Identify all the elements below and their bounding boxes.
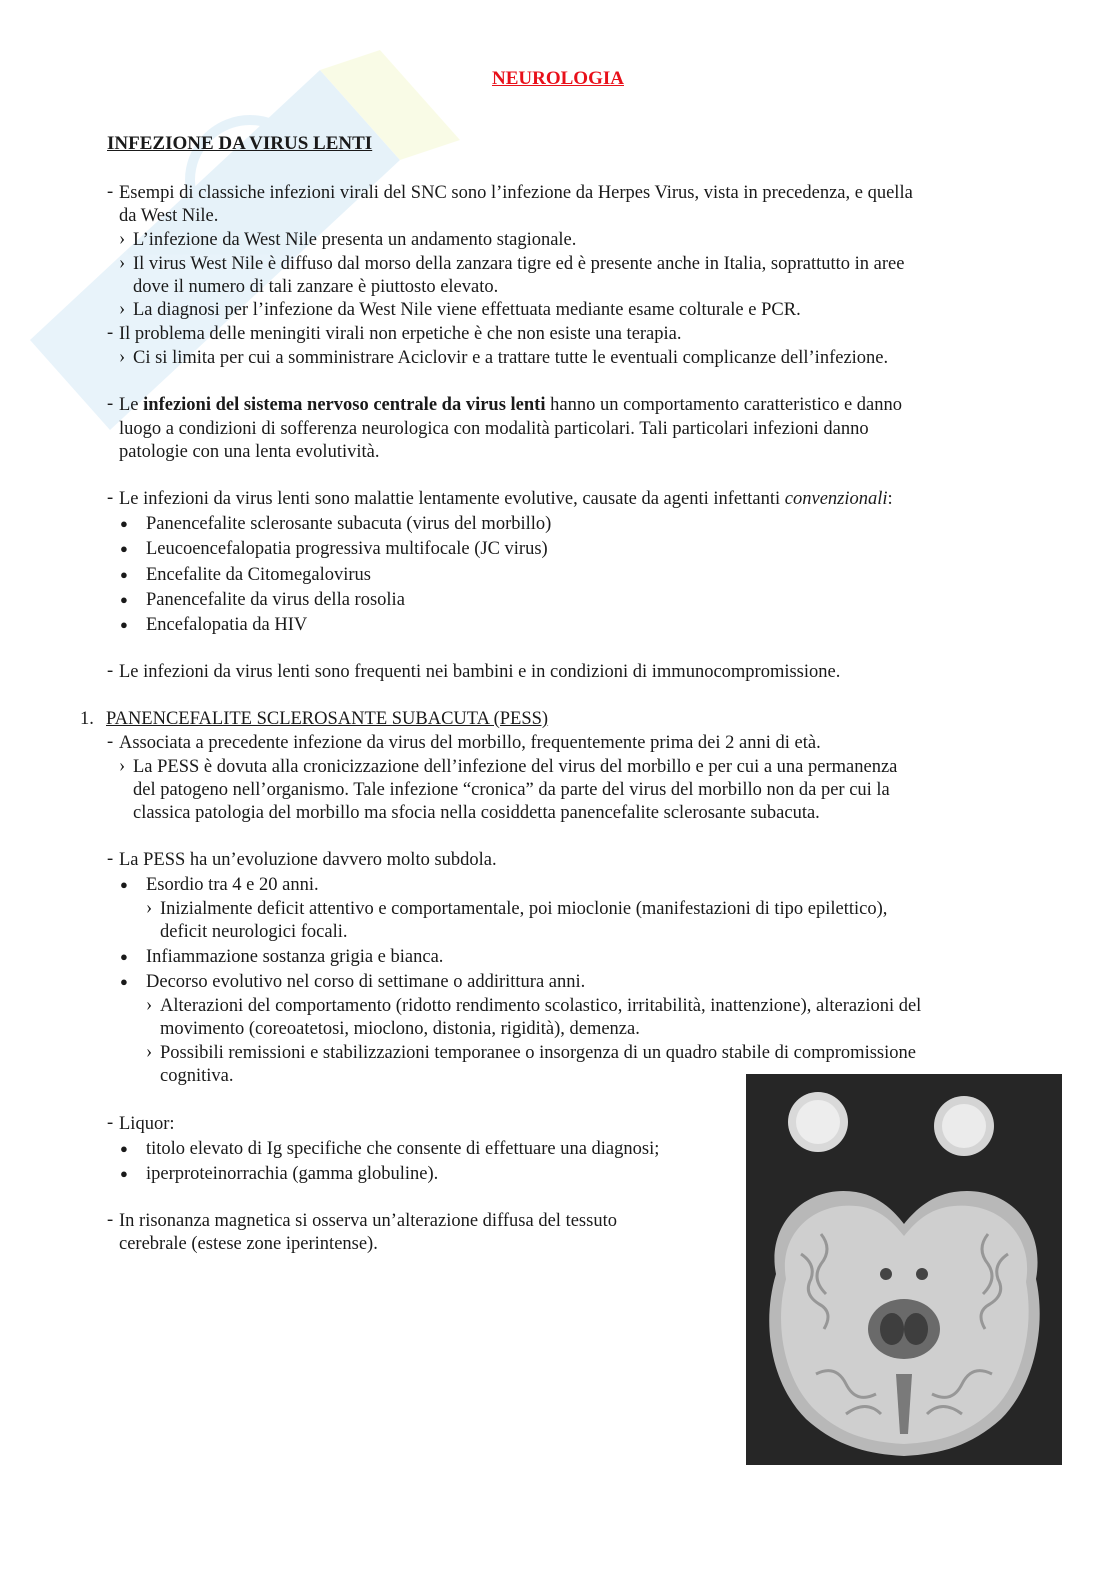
- list-item: Panencefalite da virus della rosolia: [146, 590, 405, 610]
- mri-brain-image: [746, 1074, 1062, 1465]
- arrow-marker: ›: [119, 253, 126, 273]
- pess-line: cognitiva.: [160, 1066, 234, 1086]
- pess-line: Infiammazione sostanza grigia e bianca.: [146, 947, 444, 967]
- pess-line: La PESS è dovuta alla cronicizzazione dell’infezione del virus del morbillo e per cui a una permanenza: [133, 757, 898, 777]
- intro-line: Esempi di classiche infezioni virali del SNC sono l’infezione da Herpes Virus, vista in precedenza, e quella: [119, 183, 913, 203]
- arrow-marker: ›: [119, 347, 126, 367]
- bullet-marker: ●: [120, 1141, 128, 1156]
- pess-line: cerebrale (estese zone iperintense).: [119, 1234, 378, 1254]
- pess-heading: PANENCEFALITE SCLEROSANTE SUBACUTA (PESS): [106, 709, 549, 729]
- pess-line: Associata a precedente infezione da virus del morbillo, frequentemente prima dei 2 anni di età.: [119, 733, 821, 753]
- pess-line: Decorso evolutivo nel corso di settimane o addirittura anni.: [146, 972, 586, 992]
- bullet-marker: ●: [120, 541, 128, 556]
- bullet-marker: ●: [120, 877, 128, 892]
- italic-term: convenzionali: [784, 489, 888, 509]
- bullet-marker: ●: [120, 617, 128, 632]
- dash-marker: -: [107, 732, 114, 752]
- bold-term: infezioni del sistema nervoso centrale da virus lenti: [143, 395, 546, 415]
- dash-marker: -: [107, 394, 114, 414]
- pess-line: iperproteinorrachia (gamma globuline).: [146, 1164, 439, 1184]
- arrow-marker: ›: [119, 229, 126, 249]
- pess-line: La PESS ha un’evoluzione davvero molto subdola.: [119, 850, 497, 870]
- pess-line: Liquor:: [119, 1114, 175, 1134]
- bullet-marker: ●: [120, 567, 128, 582]
- arrow-marker: ›: [119, 756, 126, 776]
- intro-sub: L’infezione da West Nile presenta un andamento stagionale.: [133, 230, 577, 250]
- bullet-marker: ●: [120, 974, 128, 989]
- freq-line: Le infezioni da virus lenti sono frequenti nei bambini e in condizioni di immunocompromissione.: [119, 662, 841, 682]
- dash-marker: -: [107, 1210, 114, 1230]
- dash-marker: -: [107, 323, 114, 343]
- list-item: Encefalopatia da HIV: [146, 615, 308, 635]
- arrow-marker: ›: [146, 898, 153, 918]
- pess-line: titolo elevato di Ig specifiche che consente di effettuare una diagnosi;: [146, 1139, 660, 1159]
- bullet-marker: ●: [120, 592, 128, 607]
- pess-line: In risonanza magnetica si osserva un’alterazione diffusa del tessuto: [119, 1211, 617, 1231]
- pess-line: Esordio tra 4 e 20 anni.: [146, 875, 319, 895]
- arrow-marker: ›: [146, 1042, 153, 1062]
- slow-line: Le infezioni del sistema nervoso centrale da virus lenti hanno un comportamento caratteristico e danno: [119, 395, 902, 415]
- bullet-marker: ●: [120, 516, 128, 531]
- intro-line: da West Nile.: [119, 206, 219, 226]
- pess-line: deficit neurologici focali.: [160, 922, 348, 942]
- pess-line: del patogeno nell’organismo. Tale infezione “cronica” da parte del virus del morbillo non da per cui la: [133, 780, 890, 800]
- bullet-marker: ●: [120, 1166, 128, 1181]
- dash-marker: -: [107, 849, 114, 869]
- intro-sub: Ci si limita per cui a somministrare Aciclovir e a trattare tutte le eventuali complicanze dell’infezione.: [133, 348, 889, 368]
- list-item: Encefalite da Citomegalovirus: [146, 565, 372, 585]
- conv-lead: Le infezioni da virus lenti sono malattie lentamente evolutive, causate da agenti infettanti convenzionali:: [119, 489, 893, 509]
- arrow-marker: ›: [146, 995, 153, 1015]
- dash-marker: -: [107, 488, 114, 508]
- list-item: Leucoencefalopatia progressiva multifocale (JC virus): [146, 539, 548, 559]
- list-item: Panencefalite sclerosante subacuta (virus del morbillo): [146, 514, 552, 534]
- dash-marker: -: [107, 661, 114, 681]
- section-heading: INFEZIONE DA VIRUS LENTI: [107, 133, 373, 154]
- pess-line: Alterazioni del comportamento (ridotto rendimento scolastico, irritabilità, inattenzione), alterazioni del: [160, 996, 922, 1016]
- section-number: 1.: [80, 709, 94, 729]
- pess-line: Inizialmente deficit attentivo e comportamentale, poi mioclonie (manifestazioni di tipo epilettico),: [160, 899, 888, 919]
- pess-line: movimento (coreoatetosi, mioclono, distonia, rigidità), demenza.: [160, 1019, 640, 1039]
- pess-line: Possibili remissioni e stabilizzazioni temporanee o insorgenza di un quadro stabile di compromissione: [160, 1043, 916, 1063]
- intro-sub: Il virus West Nile è diffuso dal morso della zanzara tigre ed è presente anche in Italia, soprattutto in aree: [133, 254, 905, 274]
- slow-line: luogo a condizioni di sofferenza neurologica con modalità particolari. Tali particolari infezioni danno: [119, 419, 869, 439]
- dash-marker: -: [107, 182, 114, 202]
- intro-line: Il problema delle meningiti virali non erpetiche è che non esiste una terapia.: [119, 324, 682, 344]
- intro-sub: dove il numero di tali zanzare è piuttosto elevato.: [133, 277, 499, 297]
- pess-line: classica patologia del morbillo ma sfocia nella cosiddetta panencefalite sclerosante subacuta.: [133, 803, 820, 823]
- intro-sub: La diagnosi per l’infezione da West Nile viene effettuata mediante esame colturale e PCR.: [133, 300, 801, 320]
- bullet-marker: ●: [120, 949, 128, 964]
- arrow-marker: ›: [119, 299, 126, 319]
- dash-marker: -: [107, 1113, 114, 1133]
- page-title: NEUROLOGIA: [492, 68, 624, 89]
- slow-line: patologie con una lenta evolutività.: [119, 442, 380, 462]
